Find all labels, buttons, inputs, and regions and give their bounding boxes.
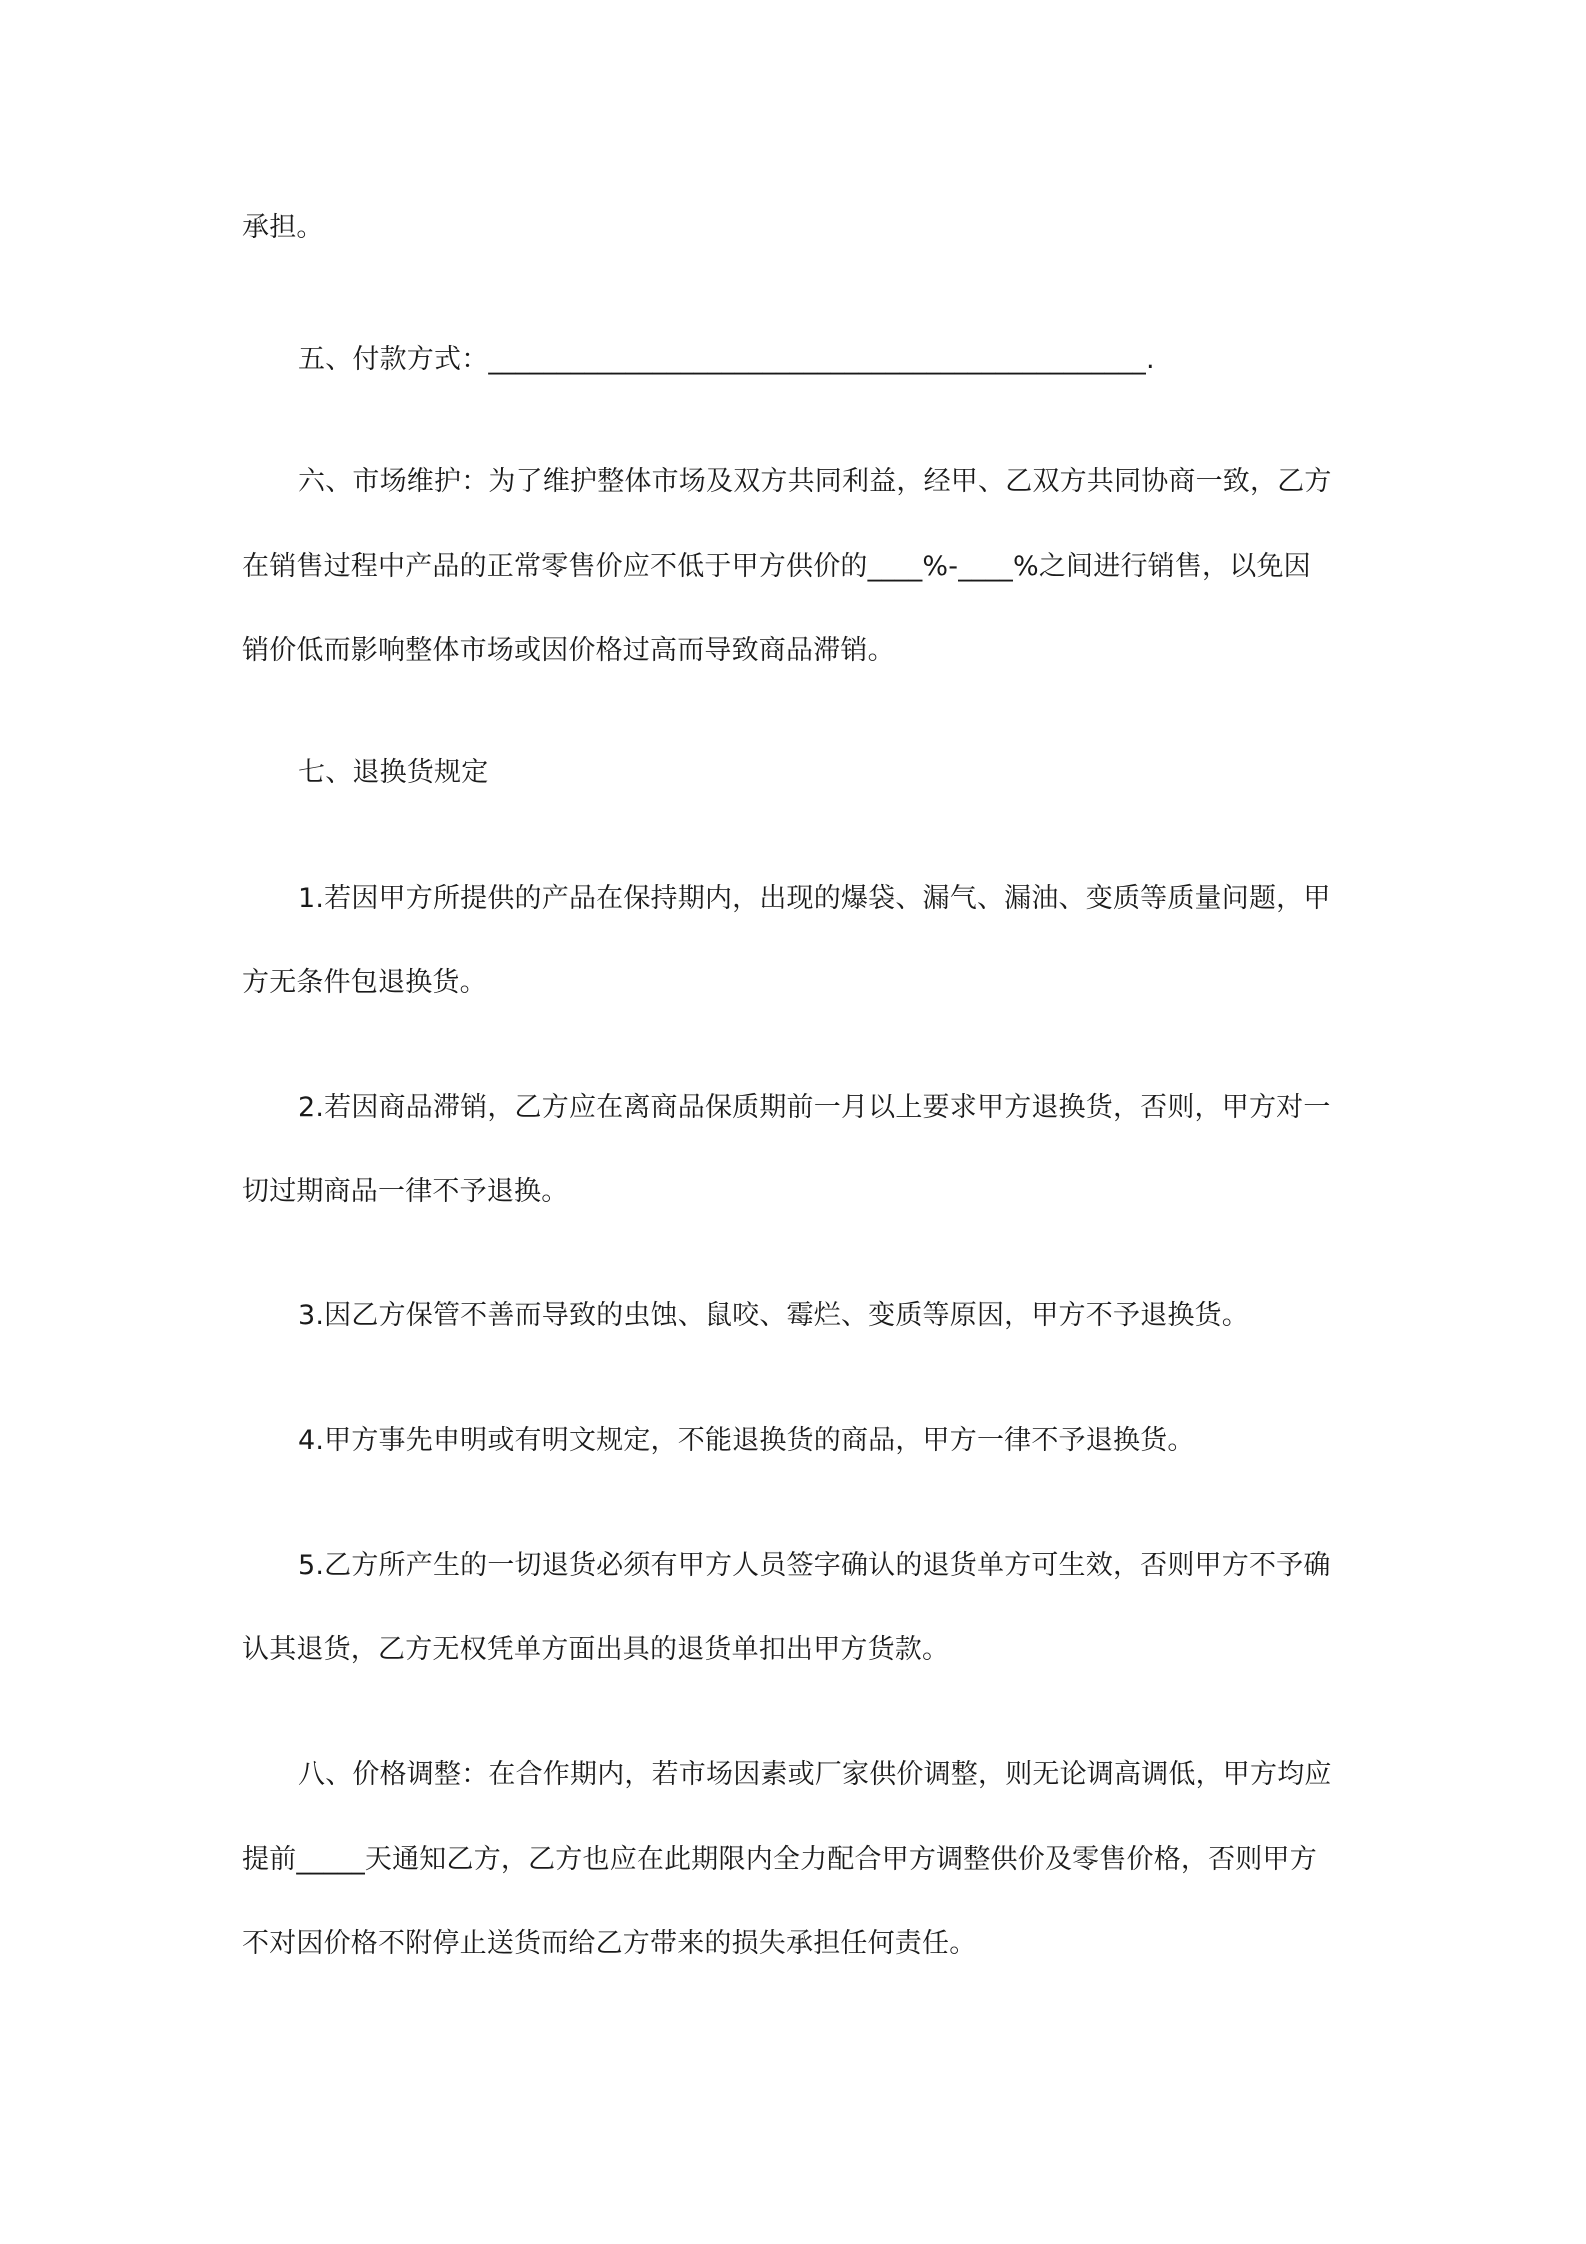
returns-item-5-line-2: 认其退货，乙方无权凭单方面出具的退货单扣出甲方货款。 bbox=[242, 1634, 950, 1665]
returns-item-1-line-1: 1.若因甲方所提供的产品在保持期内，出现的爆袋、漏气、漏油、变质等质量问题，甲 bbox=[298, 883, 1331, 914]
section-heading-returns: 七、退换货规定 bbox=[298, 757, 489, 788]
clause-price-adjustment-line-1: 八、价格调整：在合作期内，若市场因素或厂家供价调整，则无论调高调低，甲方均应 bbox=[298, 1759, 1332, 1790]
clause-market-maintenance-line-2: 在销售过程中产品的正常零售价应不低于甲方供价的____%-____%之间进行销售，以免因 bbox=[242, 551, 1311, 582]
returns-item-2-line-1: 2.若因商品滞销，乙方应在离商品保质期前一月以上要求甲方退换货，否则，甲方对一 bbox=[298, 1092, 1331, 1123]
clause-payment-method: 五、付款方式：________________________________________________. bbox=[298, 344, 1155, 375]
clause-market-maintenance-line-1: 六、市场维护：为了维护整体市场及双方共同利益，经甲、乙双方共同协商一致，乙方 bbox=[298, 466, 1332, 497]
text-line-continuation: 承担。 bbox=[242, 212, 324, 243]
returns-item-5-line-1: 5.乙方所产生的一切退货必须有甲方人员签字确认的退货单方可生效，否则甲方不予确 bbox=[298, 1550, 1331, 1581]
returns-item-1-line-2: 方无条件包退换货。 bbox=[242, 967, 487, 998]
returns-item-2-line-2: 切过期商品一律不予退换。 bbox=[242, 1176, 569, 1207]
returns-item-3: 3.因乙方保管不善而导致的虫蚀、鼠咬、霉烂、变质等原因，甲方不予退换货。 bbox=[298, 1300, 1249, 1331]
clause-price-adjustment-line-2: 提前_____天通知乙方，乙方也应在此期限内全力配合甲方调整供价及零售价格，否则甲方 bbox=[242, 1844, 1317, 1875]
clause-market-maintenance-line-3: 销价低而影响整体市场或因价格过高而导致商品滞销。 bbox=[242, 635, 895, 666]
returns-item-4: 4.甲方事先申明或有明文规定，不能退换货的商品，甲方一律不予退换货。 bbox=[298, 1425, 1195, 1456]
clause-price-adjustment-line-3: 不对因价格不附停止送货而给乙方带来的损失承担任何责任。 bbox=[242, 1928, 977, 1959]
